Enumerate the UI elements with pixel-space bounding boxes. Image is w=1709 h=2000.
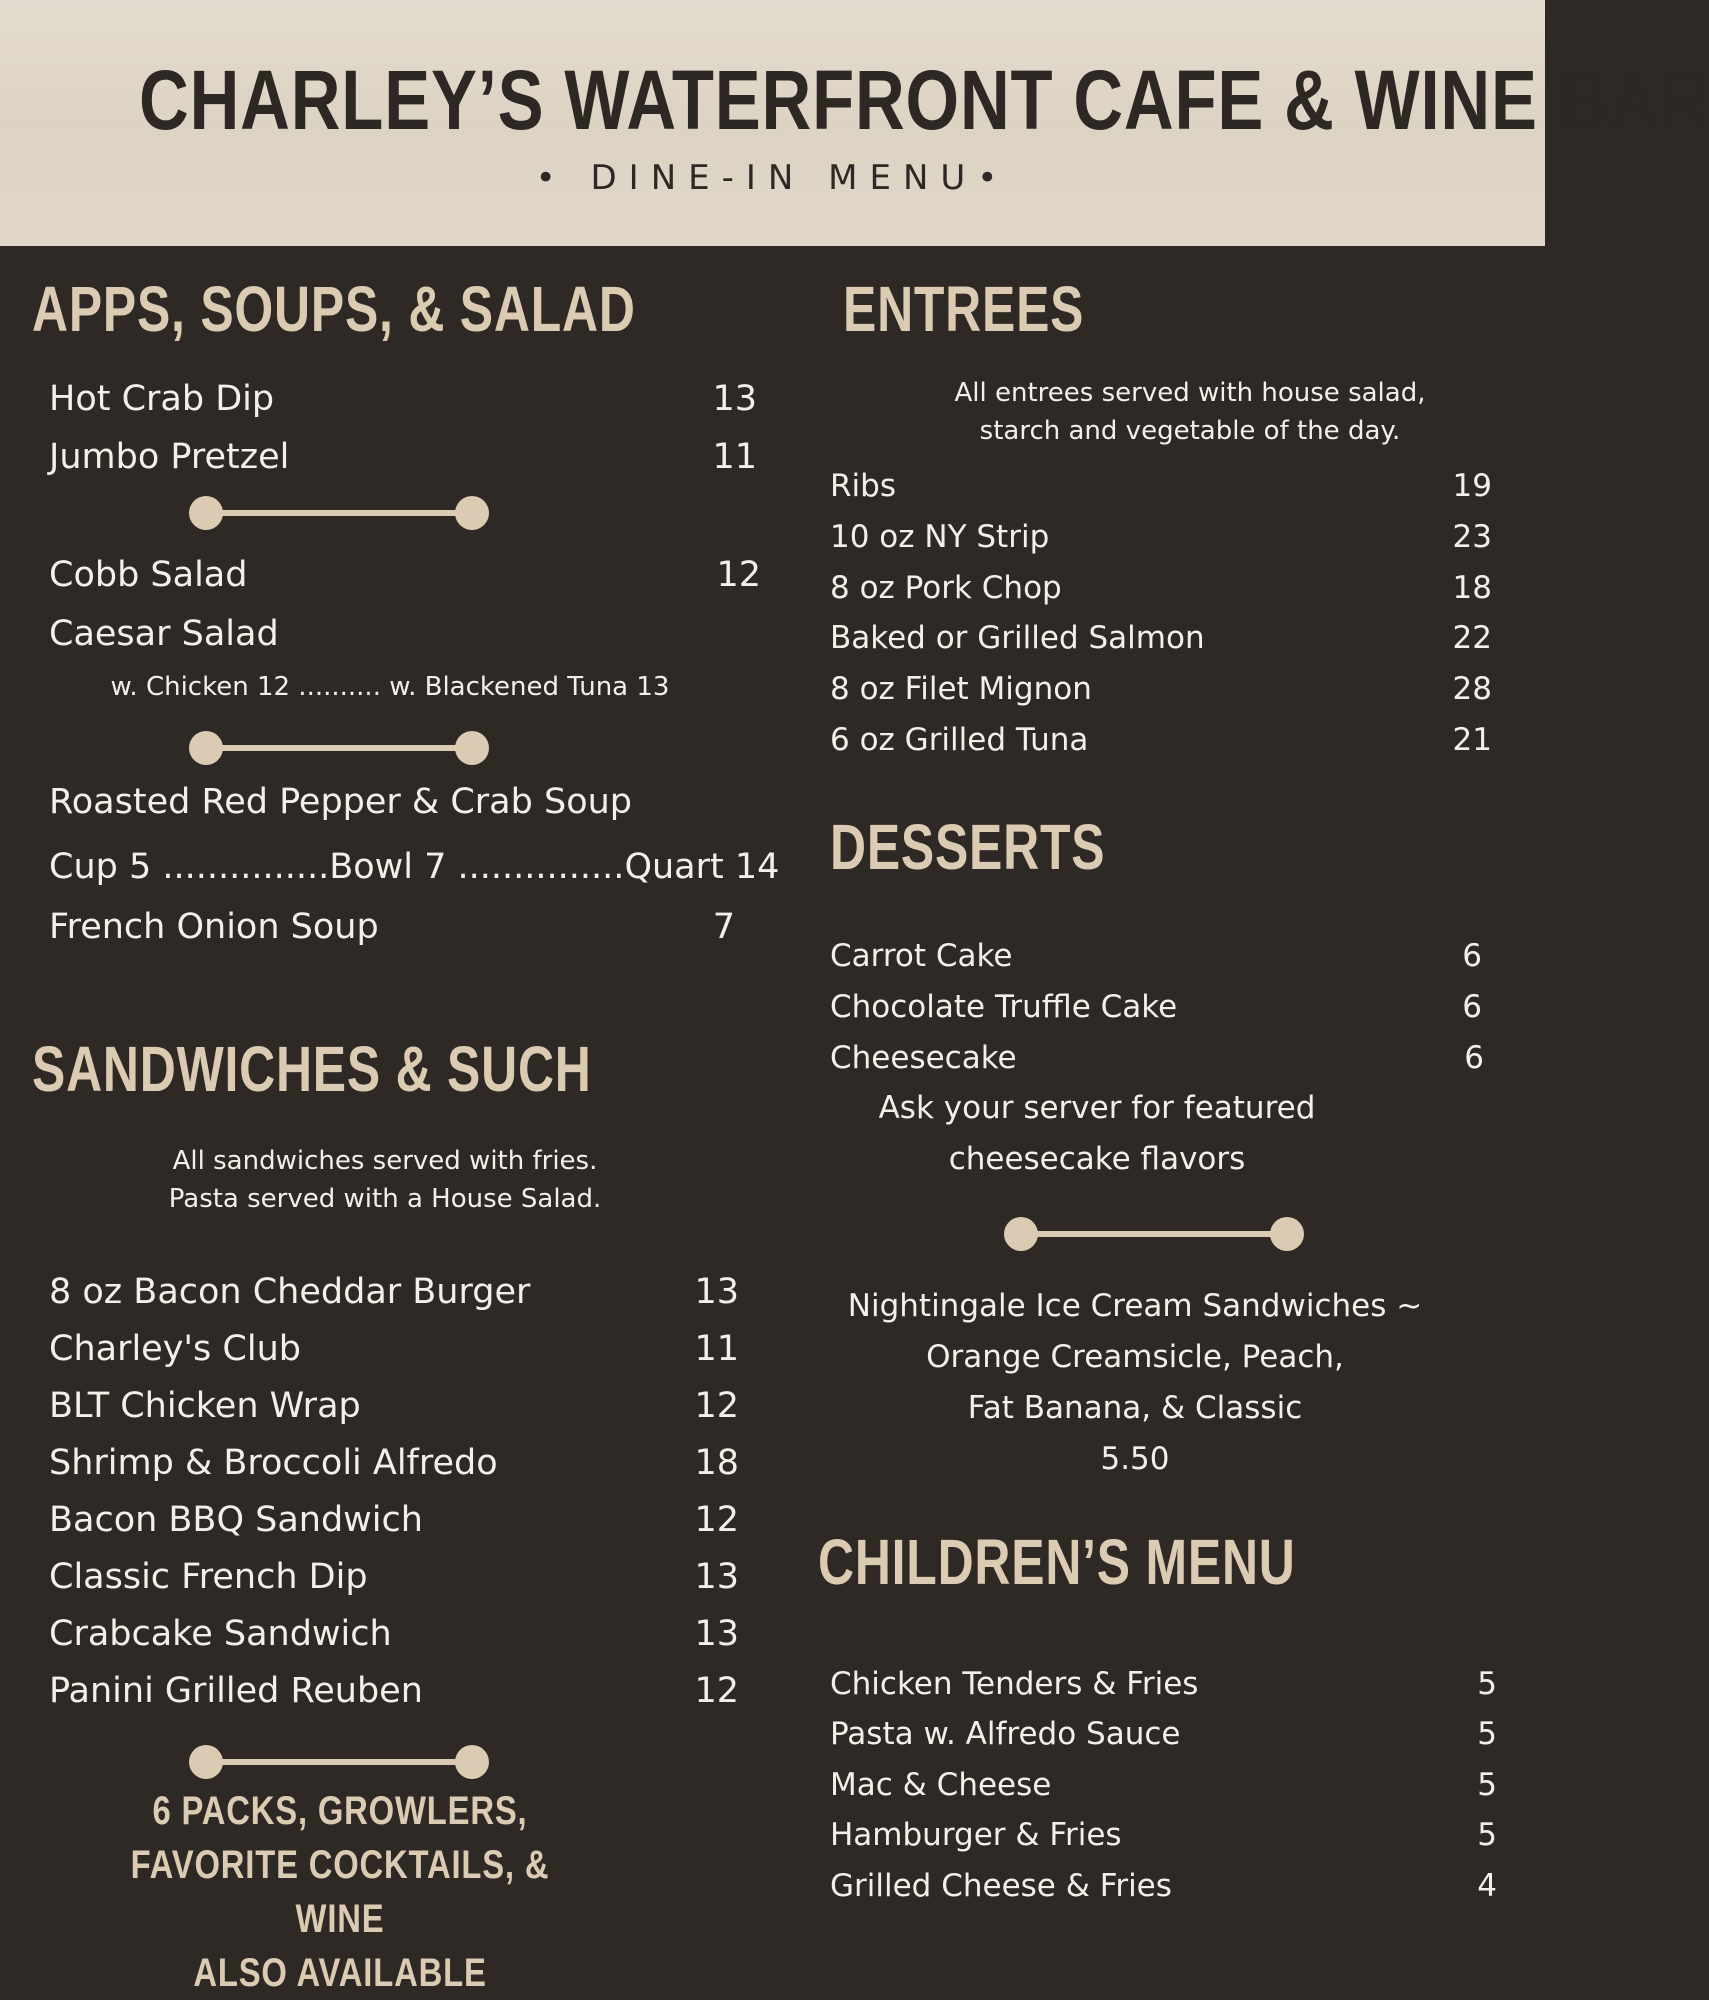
item-name: Crabcake Sandwich [49,1614,392,1654]
ice-cream-price: 5.50 [1100,1441,1170,1477]
item-name: BLT Chicken Wrap [49,1386,361,1426]
item-price: 13 [712,379,757,419]
soup-cup: Cup 5 ............... [49,847,330,887]
menu-header [0,0,1709,246]
item-name: Cheesecake [830,1040,1017,1076]
menu-item [49,1498,739,1542]
note-line: Orange Creamsicle, Peach, [926,1339,1344,1375]
menu-item [49,612,761,656]
item-name: Baked or Grilled Salmon [830,620,1205,656]
item-price: 19 [1452,468,1492,504]
divider [189,731,489,765]
soup-quart: Quart 14 [624,847,780,887]
menu-item [830,517,1492,557]
item-name: French Onion Soup [49,907,379,947]
item-price: 18 [1452,570,1492,606]
item-name: Cobb Salad [49,555,248,595]
item-price: 22 [1452,620,1492,656]
sandwiches-note-2: Pasta served with a House Salad. [168,1184,602,1214]
entrees-note-1: All entrees served with house salad, [954,378,1426,408]
entrees-section-title: ENTREES [843,273,1085,345]
promo-line: ALSO AVAILABLE [193,1951,487,1995]
note-line: cheesecake flavors [948,1141,1246,1177]
menu-item [830,720,1492,760]
menu-item [830,1038,1484,1078]
item-name: Caesar Salad [49,614,279,654]
item-name: Jumbo Pretzel [49,437,290,477]
item-price: 11 [712,437,757,477]
item-name: Panini Grilled Reuben [49,1671,423,1711]
item-name: Pasta w. Alfredo Sauce [830,1716,1181,1752]
item-price: 5 [1477,1767,1497,1803]
menu-item [830,1866,1497,1906]
menu-item [49,1669,739,1713]
divider [1004,1217,1304,1251]
item-price: 13 [694,1557,739,1597]
item-price: 13 [694,1614,739,1654]
menu-subtitle: • DINE-IN MENU• [535,158,1010,198]
ice-cream-note [785,1281,1485,1485]
apps-section-title: APPS, SOUPS, & SALAD [32,273,636,345]
menu-item [830,1664,1497,1704]
item-price: 7 [712,907,735,947]
note-line: Nightingale Ice Cream Sandwiches ~ [847,1288,1423,1324]
item-name: Chicken Tenders & Fries [830,1666,1199,1702]
item-name: Classic French Dip [49,1557,368,1597]
menu-item [49,1384,739,1428]
item-price: 6 [1462,938,1482,974]
entrees-note-2: starch and vegetable of the day. [979,416,1401,446]
item-price: 5 [1477,1666,1497,1702]
item-price: 13 [694,1272,739,1312]
item-name: Shrimp & Broccoli Alfredo [49,1443,498,1483]
childrens-section-title: CHILDREN’S MENU [818,1526,1296,1598]
menu-item [830,1714,1497,1754]
item-name: 8 oz Filet Mignon [830,671,1092,707]
item-price: 5 [1477,1817,1497,1853]
item-price: 12 [694,1500,739,1540]
soup-bowl: Bowl 7 ............... [329,847,625,887]
item-name: Ribs [830,468,896,504]
menu-item [49,377,757,421]
item-name: 6 oz Grilled Tuna [830,722,1089,758]
item-name: Carrot Cake [830,938,1013,974]
caesar-options: w. Chicken 12 .......... w. Blackened Tuna 13 [110,672,670,702]
divider [189,496,489,530]
item-name: Grilled Cheese & Fries [830,1868,1172,1904]
menu-item [830,466,1492,506]
item-price: 18 [694,1443,739,1483]
menu-item [49,435,757,479]
item-price: 6 [1464,1040,1484,1076]
desserts-section-title: DESSERTS [830,811,1106,883]
item-price: 28 [1452,671,1492,707]
item-name: Hamburger & Fries [830,1817,1122,1853]
soup-sizes [49,845,780,889]
menu-item [830,618,1492,658]
item-price: 12 [694,1671,739,1711]
item-price: 6 [1462,989,1482,1025]
menu-item [830,669,1492,709]
item-price: 11 [694,1329,739,1369]
menu-item [49,1441,739,1485]
menu-item [49,1327,739,1371]
menu-item [830,568,1492,608]
item-price: 23 [1452,519,1492,555]
item-price: 5 [1477,1716,1497,1752]
menu-item [830,1815,1497,1855]
menu-item [49,1612,739,1656]
menu-item [49,1270,739,1314]
item-name: Hot Crab Dip [49,379,275,419]
menu-item [830,1765,1497,1805]
sandwiches-section-title: SANDWICHES & SUCH [32,1033,592,1105]
divider [189,1745,489,1779]
soup-name: Roasted Red Pepper & Crab Soup [49,782,633,822]
item-name: Bacon BBQ Sandwich [49,1500,423,1540]
item-price: 4 [1477,1868,1497,1904]
item-name: 10 oz NY Strip [830,519,1050,555]
item-name: 8 oz Pork Chop [830,570,1062,606]
item-name: 8 oz Bacon Cheddar Burger [49,1272,531,1312]
item-name: Chocolate Truffle Cake [830,989,1178,1025]
item-price: 12 [716,555,761,595]
drinks-promo [94,1784,586,2000]
menu-item [49,1555,739,1599]
menu-item [830,936,1482,976]
note-line: Fat Banana, & Classic [967,1390,1303,1426]
sandwiches-note-1: All sandwiches served with fries. [172,1146,598,1176]
promo-line: 6 PACKS, GROWLERS, [152,1789,528,1833]
item-name: Mac & Cheese [830,1767,1052,1803]
item-name: Charley's Club [49,1329,301,1369]
menu-item [49,905,735,949]
promo-line: FAVORITE COCKTAILS, & WINE [130,1843,550,1941]
restaurant-name: CHARLEY’S WATERFRONT CAFE & WINE BAR [139,53,1709,147]
cheesecake-note [797,1083,1397,1185]
note-line: Ask your server for featured [878,1090,1316,1126]
menu-item [49,553,761,597]
item-price: 12 [694,1386,739,1426]
menu-item [830,987,1482,1027]
item-price: 21 [1452,722,1492,758]
